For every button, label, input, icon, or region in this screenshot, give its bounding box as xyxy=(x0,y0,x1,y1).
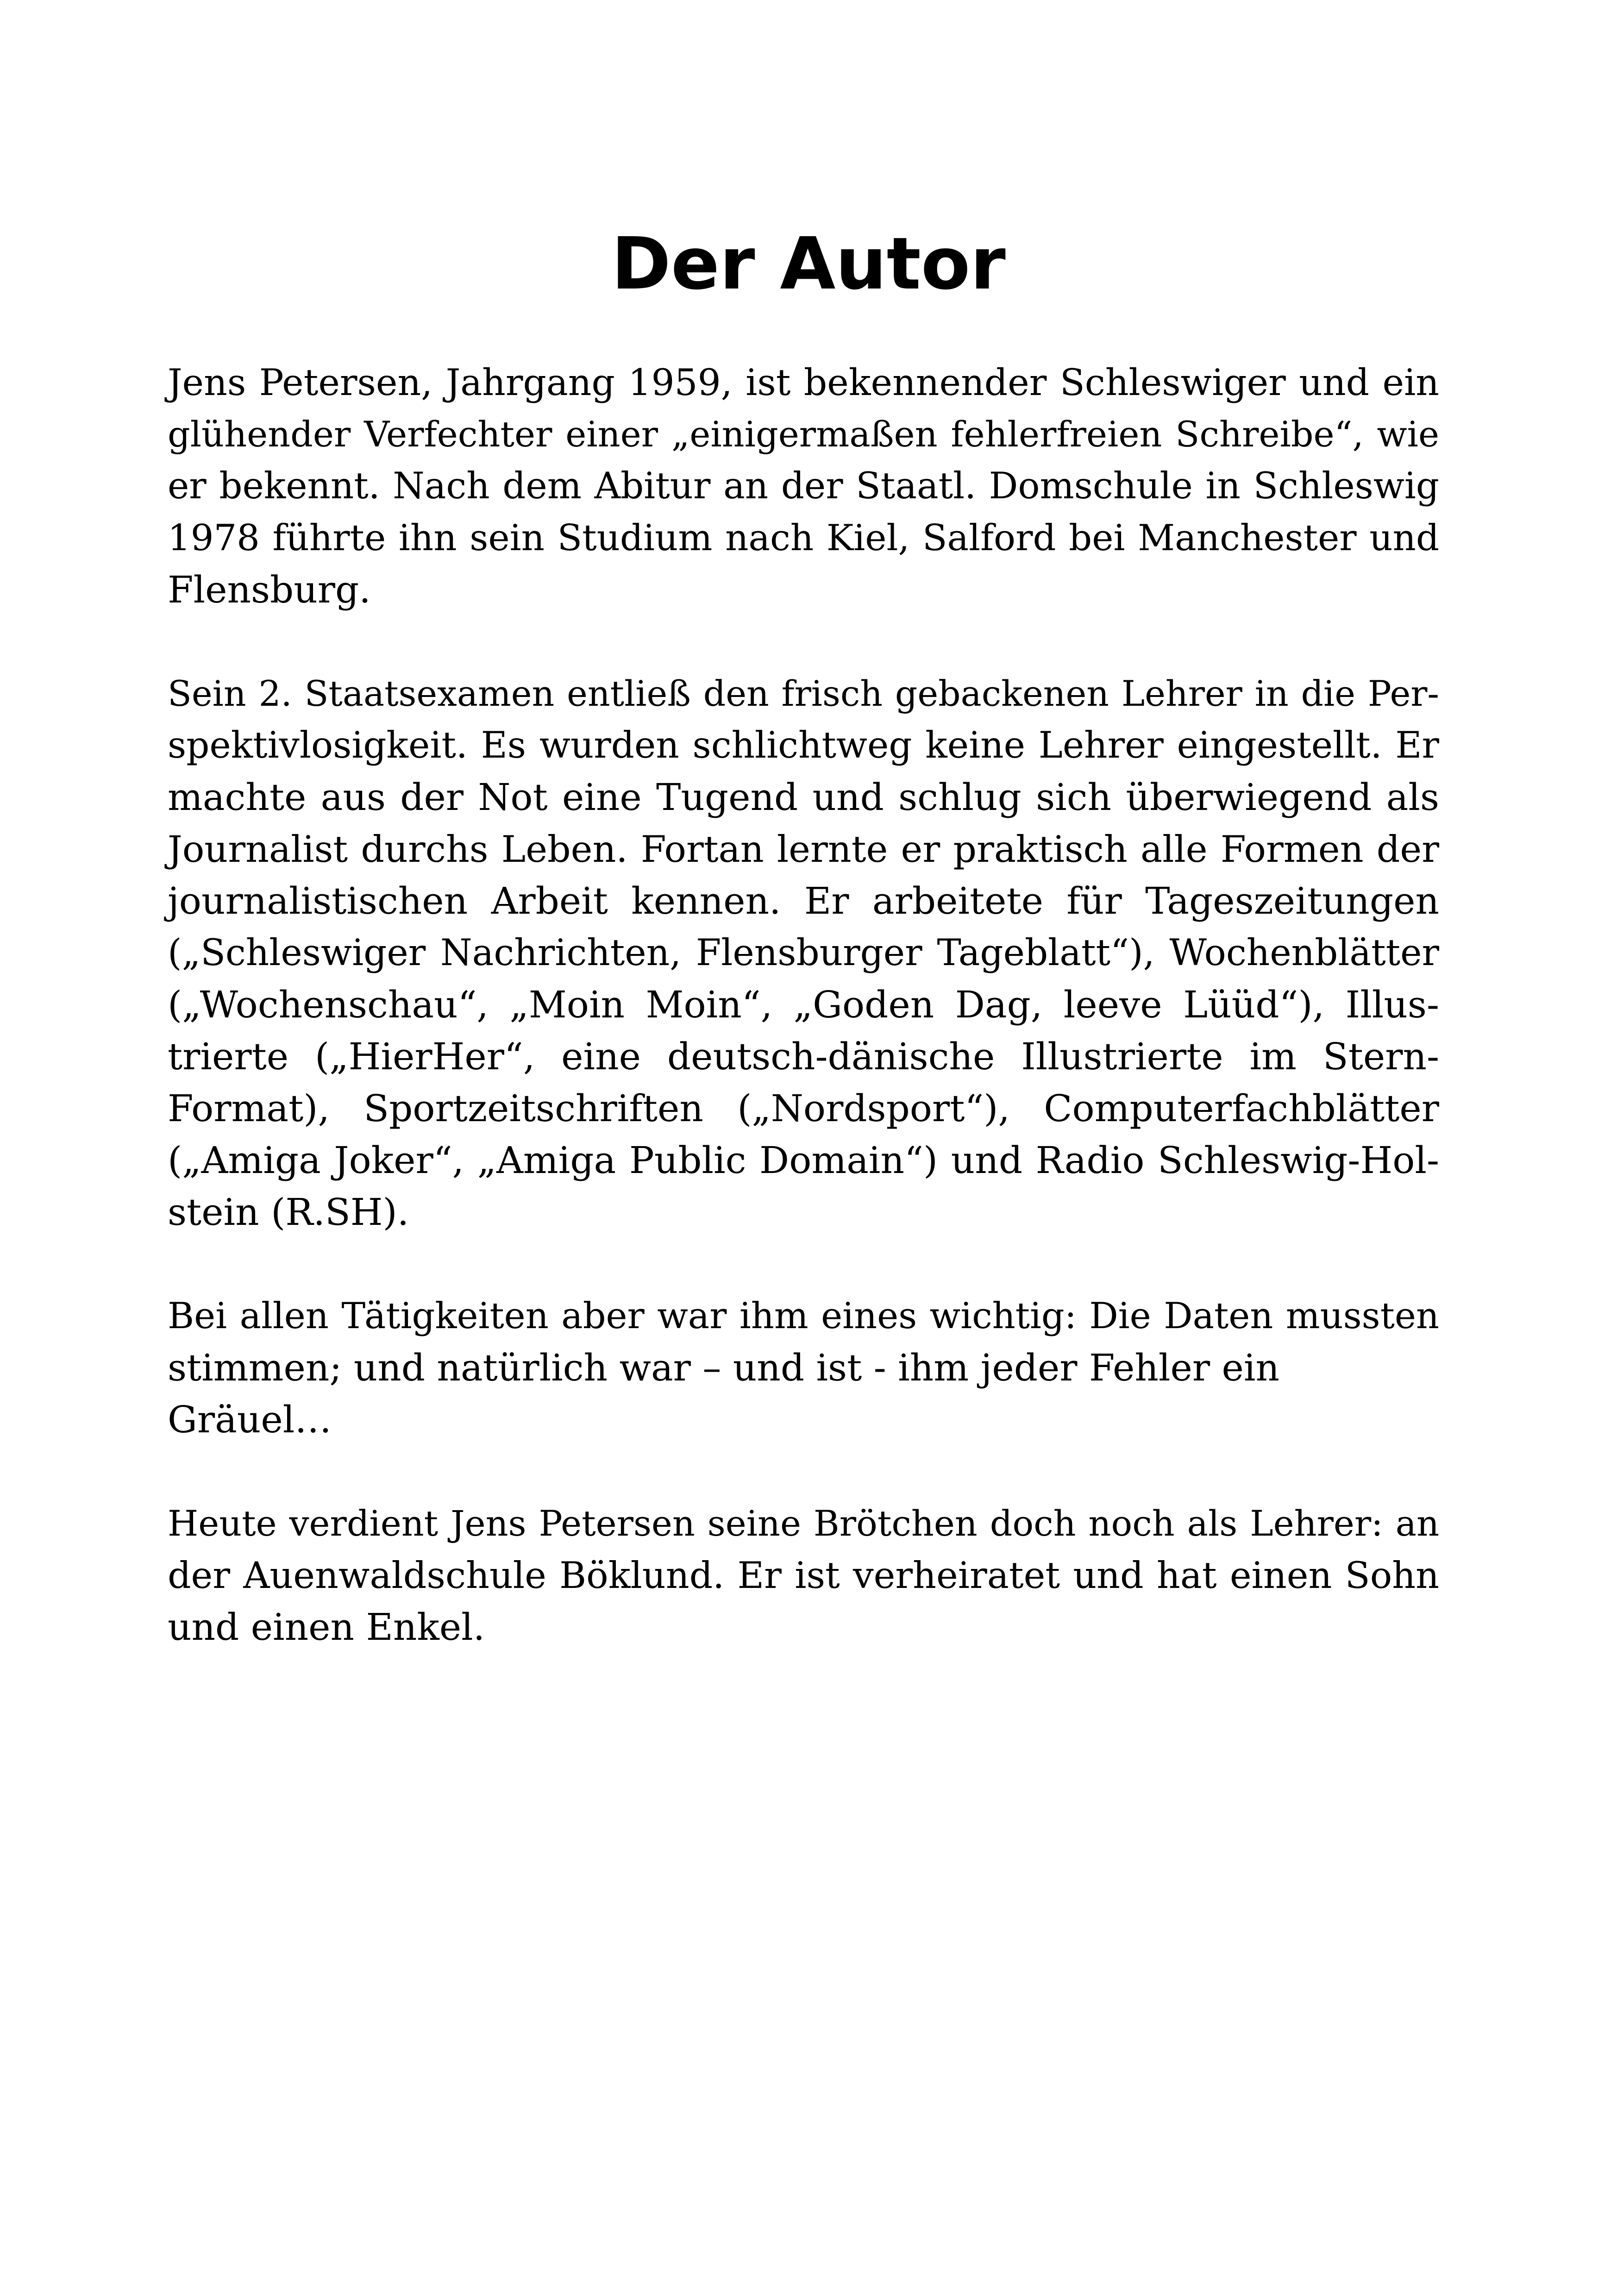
text-line: trierte („HierHer“, eine deutsch-dänische Illustrierte im Stern- xyxy=(168,1035,1439,1078)
page-title: Der Autor xyxy=(611,222,1006,306)
text-line: machte aus der Not eine Tugend und schlug sich überwiegend als xyxy=(168,776,1439,819)
text-line: stimmen; und natürlich war – und ist - ihm jeder Fehler ein xyxy=(168,1346,1279,1389)
paragraph-4 xyxy=(168,1498,1439,1653)
text-line: und einen Enkel. xyxy=(168,1606,485,1649)
paragraph-2 xyxy=(168,668,1439,1238)
text-line: journalistischen Arbeit kennen. Er arbeitete für Tageszeitungen xyxy=(168,879,1439,922)
body-text xyxy=(168,357,1439,1705)
text-line: Gräuel… xyxy=(168,1398,332,1441)
text-line: glühender Verfechter einer „einigermaßen fehlerfreien Schreibe“, wie xyxy=(168,414,1439,455)
text-line: Bei allen Tätigkeiten aber war ihm eines wichtig: Die Daten mussten xyxy=(168,1295,1439,1337)
text-line: („Wochenschau“, „Moin Moin“, „Goden Dag, leeve Lüüd“), Illus- xyxy=(168,983,1439,1026)
text-line: Format), Sportzeitschriften („Nordsport“), Computerfachblätter xyxy=(168,1087,1439,1130)
text-line: er bekennt. Nach dem Abitur an der Staatl. Domschule in Schleswig xyxy=(168,465,1439,507)
text-line: 1978 führte ihn sein Studium nach Kiel, Salford bei Manchester und xyxy=(168,517,1439,559)
text-line: Jens Petersen, Jahrgang 1959, ist bekennender Schleswiger und ein xyxy=(168,361,1439,404)
paragraph-3 xyxy=(168,1290,1439,1446)
text-line: Heute verdient Jens Petersen seine Brötchen doch noch als Lehrer: an xyxy=(168,1503,1439,1544)
text-line: spektivlosigkeit. Es wurden schlichtweg keine Lehrer eingestellt. Er xyxy=(168,724,1439,766)
text-line: Journalist durchs Leben. Fortan lernte er praktisch alle Formen der xyxy=(168,828,1439,871)
text-line: Flensburg. xyxy=(168,568,371,611)
text-line: stein (R.SH). xyxy=(168,1191,409,1234)
text-line: („Amiga Joker“, „Amiga Public Domain“) und Radio Schleswig-Hol- xyxy=(168,1139,1439,1182)
text-line: („Schleswiger Nachrichten, Flensburger Tageblatt“), Wochenblätter xyxy=(168,932,1439,974)
text-line: der Auenwaldschule Böklund. Er ist verheiratet und hat einen Sohn xyxy=(168,1554,1439,1597)
text-line: Sein 2. Staatsexamen entließ den frisch gebackenen Lehrer in die Per- xyxy=(168,673,1439,714)
paragraph-1 xyxy=(168,357,1439,616)
